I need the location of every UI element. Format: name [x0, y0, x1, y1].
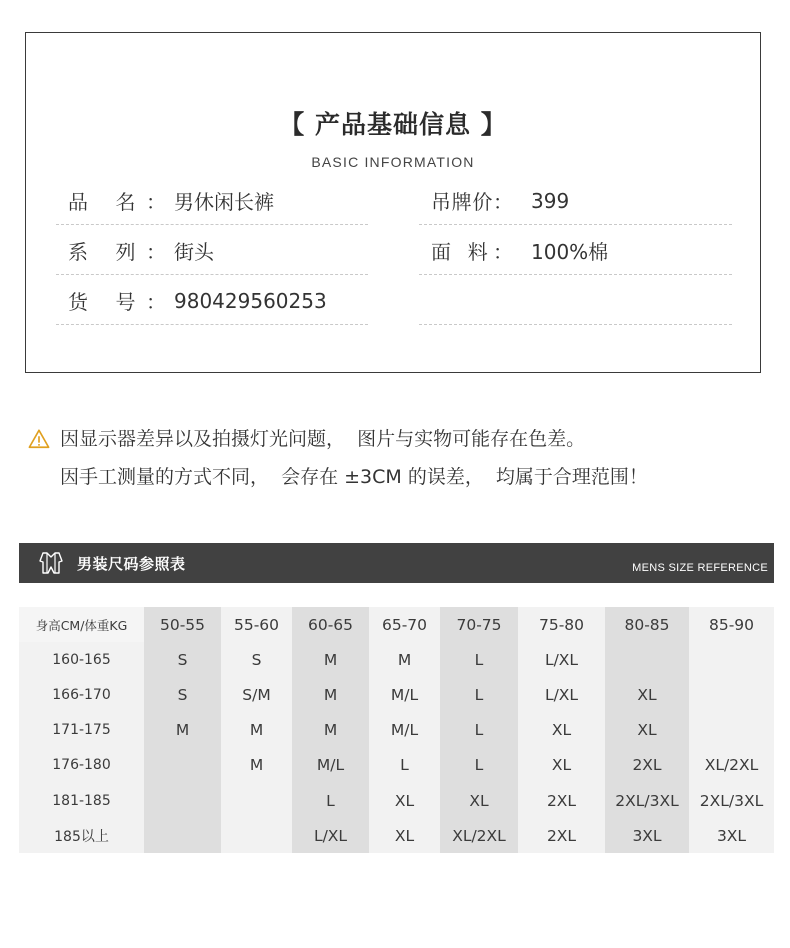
size-cell: 2XL/3XL [689, 783, 774, 818]
table-row [19, 783, 774, 818]
size-cell [221, 818, 292, 853]
size-cell: XL/2XL [689, 748, 774, 783]
field-label: 品 名： [68, 190, 166, 214]
size-cell: XL [369, 818, 440, 853]
size-cell: XL [440, 783, 518, 818]
height-row-header: 166-170 [19, 677, 144, 712]
height-row-header: 171-175 [19, 713, 144, 748]
menswear-logo-icon [37, 549, 65, 577]
size-cell: S [144, 677, 221, 712]
size-cell: S [144, 642, 221, 677]
size-cell [689, 642, 774, 677]
size-cell [144, 748, 221, 783]
size-cell: 3XL [605, 818, 689, 853]
size-cell: L [440, 642, 518, 677]
weight-column-header: 50-55 [144, 607, 221, 642]
table-row [19, 818, 774, 853]
height-row-header: 176-180 [19, 748, 144, 783]
size-cell: 2XL [605, 748, 689, 783]
table-row [19, 677, 774, 712]
field-value: 399 [531, 188, 570, 213]
size-reference-table [19, 607, 774, 853]
field-value: 980429560253 [174, 288, 327, 313]
size-cell: 2XL [518, 783, 605, 818]
size-cell: L/XL [292, 818, 369, 853]
weight-column-header: 65-70 [369, 607, 440, 642]
field-value: 街头 [174, 240, 214, 264]
notice-line-1: 因显示器差异以及拍摄灯光问题， 图片与实物可能存在色差。 [60, 428, 586, 450]
field-label: 货 号： [68, 290, 166, 314]
size-cell [689, 713, 774, 748]
field-label: 系 列： [68, 240, 166, 264]
size-cell: XL/2XL [440, 818, 518, 853]
field-tag-price [419, 177, 732, 225]
height-row-header: 181-185 [19, 783, 144, 818]
field-series [56, 227, 368, 275]
size-cell: L [440, 713, 518, 748]
field-item-number [56, 277, 368, 325]
size-cell: L [292, 783, 369, 818]
weight-column-header: 60-65 [292, 607, 369, 642]
weight-column-header: 75-80 [518, 607, 605, 642]
field-fabric [419, 227, 732, 275]
size-cell: S/M [221, 677, 292, 712]
size-cell: M/L [369, 677, 440, 712]
size-cell: M/L [369, 713, 440, 748]
size-cell: XL [605, 677, 689, 712]
size-cell: M [292, 642, 369, 677]
size-cell [689, 677, 774, 712]
table-row [19, 748, 774, 783]
warning-triangle-icon [28, 428, 50, 450]
size-cell: M [221, 713, 292, 748]
size-chart-banner [19, 543, 774, 583]
size-cell: L [440, 677, 518, 712]
size-cell: M [221, 748, 292, 783]
size-cell: 3XL [689, 818, 774, 853]
table-corner-label: 身高CM/体重KG [19, 607, 144, 642]
size-chart-title: 男装尺码参照表 [77, 554, 186, 573]
weight-column-header: 55-60 [221, 607, 292, 642]
size-cell: XL [518, 748, 605, 783]
size-cell: L [440, 748, 518, 783]
field-product-name [56, 177, 368, 225]
height-row-header: 185以上 [19, 818, 144, 853]
weight-column-header: 70-75 [440, 607, 518, 642]
size-cell: 2XL [518, 818, 605, 853]
table-header-row [19, 607, 774, 642]
size-cell: L/XL [518, 642, 605, 677]
field-value: 100%棉 [531, 240, 609, 264]
size-cell: M [369, 642, 440, 677]
size-cell: S [221, 642, 292, 677]
table-row [19, 642, 774, 677]
size-cell: XL [369, 783, 440, 818]
size-cell: L/XL [518, 677, 605, 712]
size-cell: L [369, 748, 440, 783]
info-subtitle: BASIC INFORMATION [311, 154, 475, 170]
size-cell: M [144, 713, 221, 748]
size-cell: XL [605, 713, 689, 748]
field-label: 面 料： [431, 240, 513, 264]
field-label: 吊牌价： [431, 190, 513, 214]
info-title: 【 产品基础信息 】 [279, 110, 507, 139]
field-empty [419, 277, 732, 325]
height-row-header: 160-165 [19, 642, 144, 677]
weight-column-header: 85-90 [689, 607, 774, 642]
size-cell [144, 783, 221, 818]
size-cell: M [292, 677, 369, 712]
size-cell [605, 642, 689, 677]
table-row [19, 713, 774, 748]
size-cell: M [292, 713, 369, 748]
weight-column-header: 80-85 [605, 607, 689, 642]
notice-line-2: 因手工测量的方式不同， 会存在 ±3CM 的误差， 均属于合理范围！ [60, 466, 648, 488]
color-size-notice [28, 420, 648, 496]
size-cell: XL [518, 713, 605, 748]
size-chart-subtitle: MENS SIZE REFERENCE [632, 562, 768, 574]
size-cell [144, 818, 221, 853]
size-cell: 2XL/3XL [605, 783, 689, 818]
size-cell [221, 783, 292, 818]
field-value: 男休闲长裤 [174, 190, 274, 214]
size-cell: M/L [292, 748, 369, 783]
